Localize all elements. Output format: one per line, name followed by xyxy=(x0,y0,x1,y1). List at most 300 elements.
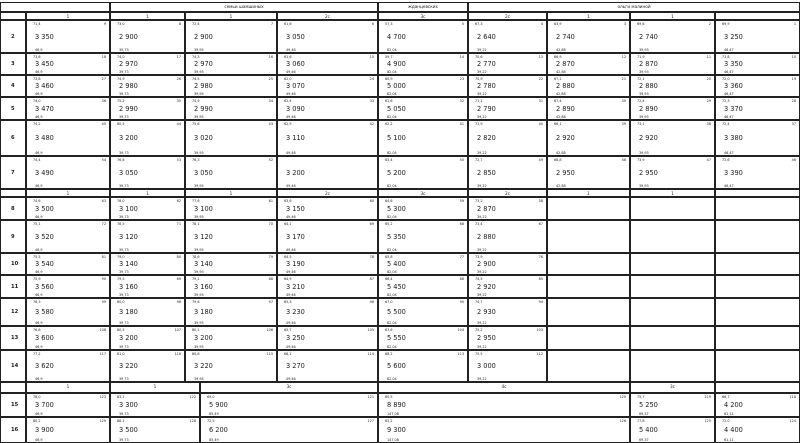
unit-type-label: 1 xyxy=(66,190,70,196)
apartment-area: 76,8 xyxy=(117,157,125,162)
apartment-cell[interactable] xyxy=(277,275,378,298)
apartment-number: 88 xyxy=(268,276,273,281)
price-per-meter: 46,9 xyxy=(35,293,43,297)
apartment-area: 74,7 xyxy=(475,299,483,304)
apartment-cell[interactable] xyxy=(277,75,378,97)
apartment-area: 65,7 xyxy=(284,327,292,332)
apartment-cell[interactable] xyxy=(277,20,378,53)
apartment-cell[interactable] xyxy=(26,393,110,417)
apartment-price: 3 270 xyxy=(286,362,305,370)
apartment-cell[interactable] xyxy=(26,253,110,275)
apartment-cell[interactable] xyxy=(110,220,185,253)
group-header xyxy=(468,2,800,12)
floor-number: 5 xyxy=(11,105,15,112)
apartment-area: 73,0 xyxy=(117,21,125,26)
apartment-number: 4 xyxy=(540,21,543,26)
apartment-area: 69,6 xyxy=(637,21,645,26)
apartment-cell[interactable] xyxy=(378,197,468,220)
apartment-cell[interactable] xyxy=(715,75,800,97)
apartment-cell[interactable] xyxy=(468,253,547,275)
apartment-area: 77,8 xyxy=(637,418,645,423)
apartment-number: 72 xyxy=(101,221,106,226)
empty-cell xyxy=(715,326,800,350)
apartment-price: 3 470 xyxy=(35,105,54,113)
apartment-cell[interactable] xyxy=(715,97,800,120)
price-per-meter: 39,22 xyxy=(477,248,487,252)
apartment-cell[interactable] xyxy=(26,220,110,253)
apartment-cell[interactable] xyxy=(715,156,800,189)
apartment-number: 127 xyxy=(367,418,374,423)
apartment-cell[interactable] xyxy=(26,20,110,53)
apartment-cell[interactable] xyxy=(715,53,800,75)
apartment-cell[interactable] xyxy=(26,53,110,75)
unit-type-label: 1 xyxy=(229,13,233,19)
apartment-area: 78,0 xyxy=(117,198,125,203)
apartment-price: 2 890 xyxy=(639,105,658,113)
apartment-cell[interactable] xyxy=(200,393,378,417)
apartment-number: 87 xyxy=(369,276,374,281)
group-name: жданцевских xyxy=(408,4,438,9)
apartment-cell[interactable] xyxy=(468,156,547,189)
apartment-cell[interactable] xyxy=(468,298,547,326)
price-per-meter: 39,73 xyxy=(119,92,129,96)
apartment-price: 5 200 xyxy=(387,169,406,177)
apartment-cell[interactable] xyxy=(378,75,468,97)
apartment-cell[interactable] xyxy=(378,350,468,382)
floor-number: 6 xyxy=(11,135,15,141)
apartment-price: 3 450 xyxy=(35,60,54,68)
apartment-cell[interactable] xyxy=(185,97,277,120)
apartment-number: 47 xyxy=(706,157,711,162)
apartment-cell[interactable] xyxy=(468,275,547,298)
apartment-cell[interactable] xyxy=(110,53,185,75)
apartment-cell[interactable] xyxy=(26,75,110,97)
apartment-number: 1 xyxy=(793,21,796,26)
price-per-meter: 42,88 xyxy=(556,151,566,155)
apartment-cell[interactable] xyxy=(630,417,715,443)
apartment-cell[interactable] xyxy=(110,97,185,120)
apartment-price: 2 920 xyxy=(556,134,575,142)
apartment-number: 29 xyxy=(706,98,711,103)
apartment-cell[interactable] xyxy=(110,156,185,189)
apartment-cell[interactable] xyxy=(277,350,378,382)
apartment-cell[interactable] xyxy=(378,326,468,350)
price-per-meter: 39,73 xyxy=(119,412,129,416)
apartment-cell[interactable] xyxy=(185,197,277,220)
apartment-cell[interactable] xyxy=(277,53,378,75)
apartment-cell[interactable] xyxy=(185,220,277,253)
apartment-cell[interactable] xyxy=(378,97,468,120)
price-per-meter: 39,73 xyxy=(119,215,129,219)
apartment-area: 72,7 xyxy=(475,157,483,162)
apartment-area: 79,6 xyxy=(192,299,200,304)
apartment-area: 68,1 xyxy=(554,121,562,126)
apartment-cell[interactable] xyxy=(110,393,200,417)
apartment-cell[interactable] xyxy=(185,350,277,382)
apartment-price: 4 400 xyxy=(724,426,743,434)
apartment-price: 2 950 xyxy=(639,169,658,177)
apartment-number: 33 xyxy=(369,98,374,103)
apartment-area: 75,9 xyxy=(33,276,41,281)
apartment-number: 62 xyxy=(176,198,181,203)
apartment-cell[interactable] xyxy=(26,97,110,120)
apartment-cell[interactable] xyxy=(277,253,378,275)
apartment-number: 99 xyxy=(101,299,106,304)
group-header xyxy=(110,2,378,12)
apartment-cell[interactable] xyxy=(185,20,277,53)
price-per-meter: 39,95 xyxy=(194,184,204,188)
apartment-number: 48 xyxy=(621,157,626,162)
apartment-cell[interactable] xyxy=(26,298,110,326)
price-per-meter: 49,46 xyxy=(286,293,296,297)
apartment-area: 61,6 xyxy=(385,98,393,103)
price-per-meter: 49,46 xyxy=(286,70,296,74)
apartment-cell[interactable] xyxy=(715,20,800,53)
apartment-price: 2 850 xyxy=(477,169,496,177)
floor-label-cell xyxy=(0,326,26,350)
empty-cell xyxy=(715,220,800,253)
unit-type-header xyxy=(630,12,715,20)
apartment-cell[interactable] xyxy=(110,197,185,220)
apartment-area: 62,9 xyxy=(284,121,292,126)
price-per-meter: 85,49 xyxy=(209,412,219,416)
apartment-area: 67,0 xyxy=(385,299,393,304)
apartment-area: 83,1 xyxy=(117,394,125,399)
apartment-area: 71,4 xyxy=(33,21,41,26)
apartment-number: 85 xyxy=(538,276,543,281)
apartment-cell[interactable] xyxy=(378,220,468,253)
unit-type-header xyxy=(630,382,715,393)
apartment-cell[interactable] xyxy=(185,120,277,156)
apartment-number: 106 xyxy=(266,327,273,332)
apartment-cell[interactable] xyxy=(378,298,468,326)
apartment-cell[interactable] xyxy=(468,97,547,120)
floor-number: 11 xyxy=(11,283,19,290)
price-per-meter: 85,49 xyxy=(209,438,219,442)
apartment-price: 3 000 xyxy=(477,362,496,370)
apartment-cell[interactable] xyxy=(630,20,715,53)
apartment-cell[interactable] xyxy=(277,197,378,220)
apartment-price: 3 170 xyxy=(286,233,305,241)
apartment-area: 66,9 xyxy=(554,54,562,59)
apartment-cell[interactable] xyxy=(26,197,110,220)
apartment-cell[interactable] xyxy=(110,350,185,382)
apartment-cell[interactable] xyxy=(547,20,630,53)
unit-type-header xyxy=(277,12,378,20)
apartment-cell[interactable] xyxy=(26,417,110,443)
apartment-cell[interactable] xyxy=(547,75,630,97)
unit-type-header xyxy=(26,12,110,20)
apartment-cell[interactable] xyxy=(277,156,378,189)
price-per-meter: 147,08 xyxy=(387,412,399,416)
apartment-area: 88,1 xyxy=(117,418,125,423)
apartment-cell[interactable] xyxy=(110,120,185,156)
apartment-cell[interactable] xyxy=(110,326,185,350)
floor-number: 15 xyxy=(11,402,19,408)
empty-cell xyxy=(630,220,715,253)
apartment-price: 3 160 xyxy=(119,283,138,291)
unit-type-label: 1 xyxy=(153,383,157,389)
apartment-area: 76,3 xyxy=(33,299,41,304)
apartment-number: 121 xyxy=(367,394,374,399)
apartment-cell[interactable] xyxy=(378,20,468,53)
apartment-number: 81 xyxy=(101,254,106,259)
apartment-cell[interactable] xyxy=(200,417,378,443)
apartment-area: 79,0 xyxy=(117,254,125,259)
apartment-cell[interactable] xyxy=(468,53,547,75)
price-per-meter: 39,22 xyxy=(477,377,487,381)
apartment-number: 86 xyxy=(459,276,464,281)
unit-type-header xyxy=(715,382,800,393)
apartment-price: 3 390 xyxy=(724,169,743,177)
apartment-number: 15 xyxy=(369,54,374,59)
apartment-cell[interactable] xyxy=(715,120,800,156)
price-per-meter: 39,95 xyxy=(194,270,204,274)
apartment-cell[interactable] xyxy=(110,253,185,275)
price-per-meter: 46,9 xyxy=(35,248,43,252)
apartment-cell[interactable] xyxy=(468,350,547,382)
apartment-number: 120 xyxy=(619,394,626,399)
apartment-price: 4 200 xyxy=(724,401,743,409)
price-per-meter: 39,22 xyxy=(477,115,487,119)
apartment-number: 8 xyxy=(178,21,181,26)
apartment-number: 38 xyxy=(706,121,711,126)
unit-type-header xyxy=(630,189,715,197)
apartment-cell[interactable] xyxy=(630,120,715,156)
apartment-number: 44 xyxy=(176,121,181,126)
apartment-price: 4 900 xyxy=(387,60,406,68)
apartment-price: 2 900 xyxy=(194,33,213,41)
apartment-cell[interactable] xyxy=(26,156,110,189)
price-per-meter: 39,22 xyxy=(477,215,487,219)
apartment-number: 11 xyxy=(706,54,711,59)
empty-cell xyxy=(547,197,630,220)
apartment-area: 75,5 xyxy=(475,351,483,356)
apartment-number: 115 xyxy=(266,351,273,356)
price-per-meter: 82,04 xyxy=(387,248,397,252)
apartment-price: 2 930 xyxy=(477,308,496,316)
price-per-meter: 82,04 xyxy=(387,92,397,96)
apartment-cell[interactable] xyxy=(378,156,468,189)
apartment-number: 3 xyxy=(623,21,626,26)
apartment-cell[interactable] xyxy=(110,275,185,298)
group-header-blank xyxy=(0,2,110,12)
apartment-cell[interactable] xyxy=(630,156,715,189)
unit-type-header xyxy=(110,189,185,197)
apartment-number: 28 xyxy=(791,98,796,103)
apartment-cell[interactable] xyxy=(110,417,200,443)
apartment-cell[interactable] xyxy=(547,97,630,120)
apartment-price: 3 250 xyxy=(724,33,743,41)
apartment-price: 3 620 xyxy=(35,362,54,370)
apartment-cell[interactable] xyxy=(26,120,110,156)
apartment-cell[interactable] xyxy=(185,253,277,275)
price-per-meter: 46,47 xyxy=(724,151,734,155)
apartment-area: 75,2 xyxy=(117,98,125,103)
apartment-cell[interactable] xyxy=(110,20,185,53)
floor-label-cell xyxy=(0,417,26,443)
apartment-area: 75,7 xyxy=(637,394,645,399)
price-per-meter: 39,73 xyxy=(119,345,129,349)
apartment-price: 3 300 xyxy=(119,401,138,409)
apartment-cell[interactable] xyxy=(378,253,468,275)
price-per-meter: 49,46 xyxy=(286,248,296,252)
apartment-number: 39 xyxy=(621,121,626,126)
group-name: ольги малиной xyxy=(617,4,651,9)
apartment-number: 61 xyxy=(268,198,273,203)
apartment-cell[interactable] xyxy=(378,120,468,156)
unit-type-label: 1 xyxy=(146,13,149,19)
apartment-price: 5 500 xyxy=(387,308,406,316)
apartment-cell[interactable] xyxy=(277,120,378,156)
price-per-meter: 46,9 xyxy=(35,115,43,119)
apartment-cell[interactable] xyxy=(378,275,468,298)
price-per-meter: 46,9 xyxy=(35,151,43,155)
apartment-area: 71,9 xyxy=(475,121,483,126)
unit-type-label: 1 xyxy=(587,13,590,19)
apartment-area: 78,0 xyxy=(33,394,41,399)
apartment-area: 73,9 xyxy=(475,254,483,259)
apartment-cell[interactable] xyxy=(468,220,547,253)
apartment-price: 2 740 xyxy=(556,33,575,41)
apartment-number: 31 xyxy=(538,98,543,103)
apartment-price: 2 920 xyxy=(639,134,658,142)
apartment-number: 9 xyxy=(103,21,106,26)
unit-type-label: 1 xyxy=(587,190,590,196)
price-per-meter: 49,46 xyxy=(286,92,296,96)
empty-cell xyxy=(630,326,715,350)
empty-cell xyxy=(630,197,715,220)
apartment-cell[interactable] xyxy=(468,197,547,220)
price-per-meter: 39,22 xyxy=(477,151,487,155)
apartment-cell[interactable] xyxy=(378,417,630,443)
apartment-cell[interactable] xyxy=(26,326,110,350)
apartment-area: 74,0 xyxy=(33,98,41,103)
floor-number: 14 xyxy=(11,363,19,369)
apartment-cell[interactable] xyxy=(110,298,185,326)
floor-label-cell xyxy=(0,12,26,20)
unit-type-header xyxy=(468,12,547,20)
apartment-area: 72,4 xyxy=(637,98,645,103)
apartment-price: 3 200 xyxy=(286,169,305,177)
apartment-cell[interactable] xyxy=(468,120,547,156)
apartment-price: 3 110 xyxy=(286,134,305,142)
unit-type-header xyxy=(715,189,800,197)
apartment-area: 59,7 xyxy=(385,54,393,59)
apartment-number: 27 xyxy=(101,76,106,81)
floor-number: 2 xyxy=(11,33,15,40)
apartment-cell[interactable] xyxy=(277,220,378,253)
apartment-price: 3 230 xyxy=(286,308,305,316)
apartment-number: 112 xyxy=(536,351,543,356)
apartment-area: 64,9 xyxy=(284,276,292,281)
apartment-cell[interactable] xyxy=(185,53,277,75)
apartment-cell[interactable] xyxy=(185,275,277,298)
apartment-cell[interactable] xyxy=(547,120,630,156)
apartment-cell[interactable] xyxy=(468,20,547,53)
apartment-number: 50 xyxy=(459,157,464,162)
apartment-cell[interactable] xyxy=(26,275,110,298)
apartment-cell[interactable] xyxy=(378,393,630,417)
apartment-cell[interactable] xyxy=(715,393,800,417)
apartment-price: 9 300 xyxy=(387,426,406,434)
apartment-cell[interactable] xyxy=(468,75,547,97)
apartment-price: 2 900 xyxy=(477,260,496,268)
price-per-meter: 82,04 xyxy=(387,48,397,52)
apartment-number: 123 xyxy=(99,394,106,399)
apartment-number: 63 xyxy=(101,198,106,203)
price-per-meter: 49,46 xyxy=(286,345,296,349)
apartment-number: 2 xyxy=(708,21,711,26)
price-per-meter: 39,95 xyxy=(194,115,204,119)
apartment-cell[interactable] xyxy=(185,298,277,326)
apartment-cell[interactable] xyxy=(185,326,277,350)
apartment-area: 76,8 xyxy=(33,327,41,332)
apartment-number: 18 xyxy=(101,54,106,59)
apartment-cell[interactable] xyxy=(185,156,277,189)
apartment-price: 6 200 xyxy=(209,426,228,434)
apartment-area: 63,4 xyxy=(385,157,393,162)
apartment-number: 90 xyxy=(101,276,106,281)
floor-number: 16 xyxy=(11,427,19,433)
price-per-meter: 82,04 xyxy=(387,70,397,74)
apartment-cell[interactable] xyxy=(277,326,378,350)
floor-label-cell xyxy=(0,189,26,197)
apartment-cell[interactable] xyxy=(110,75,185,97)
apartment-price: 3 480 xyxy=(35,134,54,142)
apartment-cell[interactable] xyxy=(26,350,110,382)
apartment-area: 72,4 xyxy=(192,21,200,26)
price-per-meter: 39,73 xyxy=(119,115,129,119)
apartment-price: 5 000 xyxy=(387,82,406,90)
unit-type-label: 1 xyxy=(146,190,149,196)
empty-cell xyxy=(715,298,800,326)
apartment-cell[interactable] xyxy=(185,75,277,97)
apartment-area: 67,6 xyxy=(385,327,393,332)
apartment-cell[interactable] xyxy=(715,417,800,443)
price-per-meter: 39,22 xyxy=(477,70,487,74)
apartment-number: 76 xyxy=(538,254,543,259)
apartment-cell[interactable] xyxy=(378,53,468,75)
apartment-number: 17 xyxy=(176,54,181,59)
apartment-cell[interactable] xyxy=(468,326,547,350)
apartment-cell[interactable] xyxy=(277,298,378,326)
apartment-price: 5 550 xyxy=(387,334,406,342)
floor-label-cell xyxy=(0,275,26,298)
apartment-cell[interactable] xyxy=(547,156,630,189)
apartment-price: 3 520 xyxy=(35,233,54,241)
apartment-price: 2 920 xyxy=(477,283,496,291)
price-per-meter: 46,47 xyxy=(724,70,734,74)
apartment-cell[interactable] xyxy=(277,97,378,120)
empty-cell xyxy=(547,298,630,326)
apartment-area: 74,9 xyxy=(192,98,200,103)
apartment-area: 72,6 xyxy=(722,157,730,162)
apartment-area: 68,8 xyxy=(554,157,562,162)
apartment-cell[interactable] xyxy=(630,75,715,97)
apartment-price: 2 950 xyxy=(477,334,496,342)
apartment-cell[interactable] xyxy=(630,53,715,75)
apartment-number: 59 xyxy=(459,198,464,203)
unit-type-label: 2с xyxy=(325,190,330,196)
apartment-cell[interactable] xyxy=(630,393,715,417)
apartment-price: 3 380 xyxy=(724,134,743,142)
apartment-cell[interactable] xyxy=(547,53,630,75)
apartment-cell[interactable] xyxy=(630,97,715,120)
apartment-area: 63,6 xyxy=(284,198,292,203)
unit-type-label: 1 xyxy=(671,190,674,196)
apartment-price: 2 880 xyxy=(639,82,658,90)
